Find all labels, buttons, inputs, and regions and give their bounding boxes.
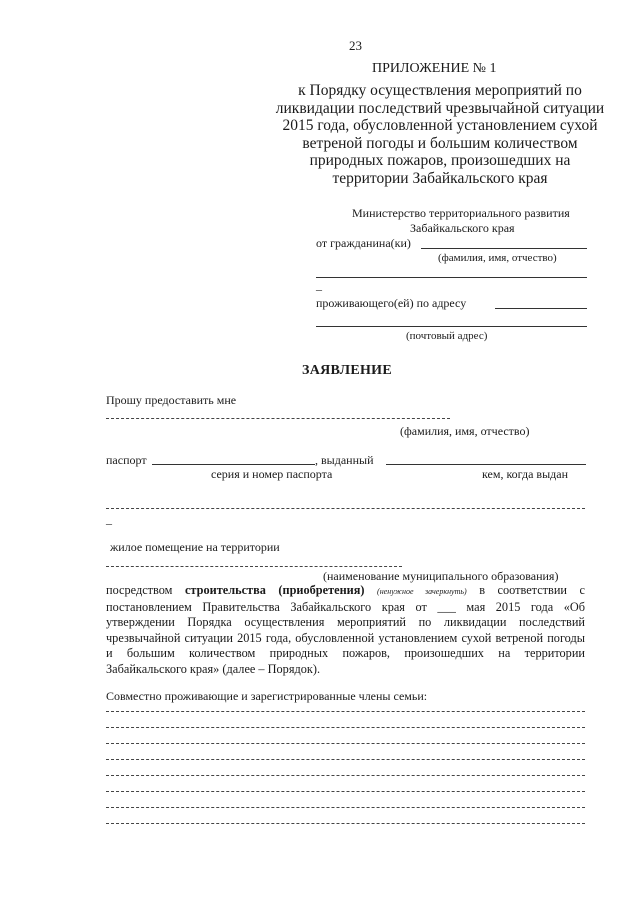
municipality-hint: (наименование муниципального образования) — [323, 569, 559, 583]
annex-line: природных пожаров, произошедших на — [309, 152, 571, 169]
dash-mark: _ — [316, 278, 322, 292]
annex-line: ветреной погоды и большим количеством — [302, 134, 578, 152]
postal-address-hint: (почтовый адрес) — [406, 330, 488, 342]
issued-by-hint: кем, когда выдан — [482, 467, 569, 481]
address-label: проживающего(ей) по адресу — [316, 296, 467, 310]
passport-number-field[interactable] — [152, 464, 315, 465]
annex-line: 2015 года, обусловленной установлением сухой — [282, 117, 598, 134]
family-member-line[interactable] — [106, 775, 585, 776]
recipient-fio-hint: (фамилия, имя, отчество) — [400, 424, 530, 438]
address-continuation-field[interactable] — [316, 326, 587, 327]
ministry-line-1: Министерство территориального развития — [352, 206, 570, 220]
annex-text — [270, 82, 610, 187]
passport-series-hint: серия и номер паспорта — [211, 467, 333, 481]
annex-line: территории Забайкальского края — [332, 169, 548, 187]
annex-title: ПРИЛОЖЕНИЕ № 1 — [372, 61, 497, 76]
address-field[interactable] — [495, 308, 587, 309]
fio-hint: (фамилия, имя, отчество) — [438, 252, 557, 264]
page-number: 23 — [349, 38, 362, 53]
annex-line: ликвидации последствий чрезвычайной ситуации — [275, 99, 605, 117]
recipient-fio-field[interactable] — [106, 418, 450, 419]
ministry-line-2: Забайкальского края — [410, 221, 515, 235]
family-member-line[interactable] — [106, 791, 585, 792]
passport-issued-field[interactable] — [386, 464, 586, 465]
from-citizen-field[interactable] — [421, 248, 587, 249]
fio-continuation-field[interactable] — [316, 277, 587, 278]
paragraph-rest: в соответствии с постановлением Правительства Забайкальского края от ___ мая 2015 года «Об утверждении Порядка осуществления мероприятий по ликвидации последствий чрезвычайной ситуации 2015 года, обусловленной установлением сухой ветреной погоды и большим количеством природных пожаров, произошедших на территории Забайкальского края» (далее – Порядок). — [106, 583, 585, 676]
annex-line: к Порядку осуществления мероприятий по — [298, 82, 582, 99]
passport-label: паспорт — [106, 453, 147, 467]
housing-label: жилое помещение на территории — [110, 540, 280, 554]
statement-heading: ЗАЯВЛЕНИЕ — [302, 363, 393, 378]
dash-mark: _ — [106, 512, 112, 526]
passport-continuation-field[interactable] — [106, 508, 585, 509]
request-label: Прошу предоставить мне — [106, 393, 237, 407]
strike-out-note: (ненужное зачеркнуть) — [377, 587, 467, 596]
municipality-field[interactable] — [106, 566, 402, 567]
family-member-line[interactable] — [106, 743, 585, 744]
construction-purchase-option[interactable]: строительства (приобретения) — [184, 583, 365, 597]
family-members-label: Совместно проживающие и зарегистрированные члены семьи: — [106, 689, 428, 703]
paragraph-start: посредством — [106, 583, 185, 597]
issued-label: , выданный — [315, 453, 374, 467]
statement-paragraph — [106, 583, 585, 677]
family-member-line[interactable] — [106, 759, 585, 760]
from-citizen-label: от гражданина(ки) — [316, 236, 411, 250]
family-member-line[interactable] — [106, 823, 585, 824]
family-member-line[interactable] — [106, 807, 585, 808]
family-member-line[interactable] — [106, 711, 585, 712]
family-member-line[interactable] — [106, 727, 585, 728]
